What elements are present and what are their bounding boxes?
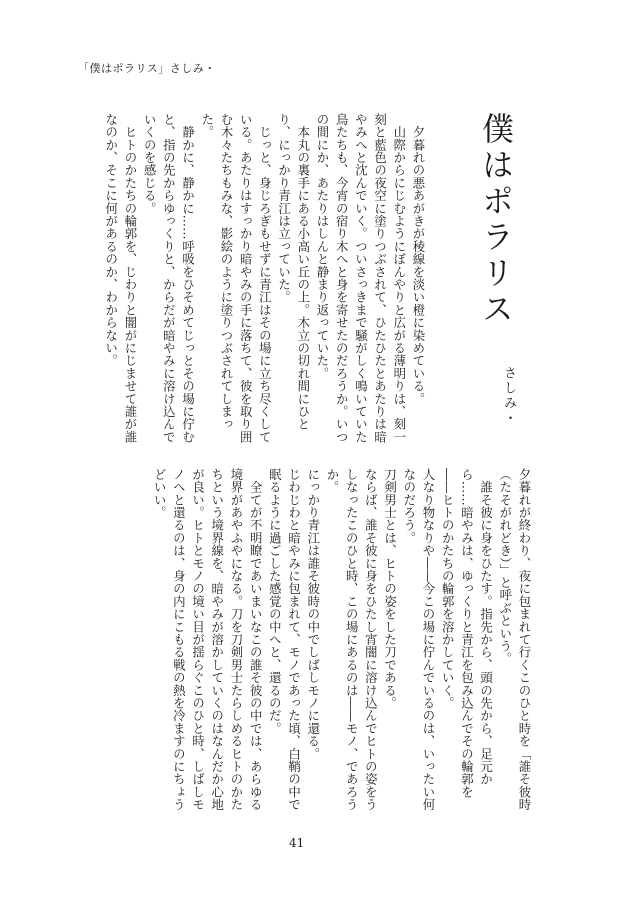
body-paragraph: 全てが不明瞭であいまいなこの誰そ彼の中では、あらゆる境界があやふやになる。刀を刀剣男士たらしめるヒトのかたちという境界線を、暗やみが溶かしていくのはなんだか心地が良い。ヒトとモノの境い目が揺らぐこのひと時、しばしモノへと還るのは、身の内にこもる戦の熱を冷ますのにちょうどいい。 [152,468,264,811]
body-paragraph: じわじわと暗やみに包まれて、モノであった頃、白鞘の中で眠るように過ごした感覚の中へと、還るのだ。 [267,468,302,811]
page-number: 41 [289,836,305,850]
body-paragraph: 夕暮れが終わり、夜に包まれて行くこのひと時を「誰そ彼時（たそがれどき）」と呼ぶという。 [497,468,532,811]
body-paragraph: 誰そ彼に身をひたす。指先から、頭の先から、足元から……暗やみは、ゆっくりと青江を包み込んでその輪郭を――ヒトのかたちの輪郭を溶かしていく。 [440,468,494,799]
body-paragraph: 本丸の裏手にある小高い丘の上。木立の切れ間にひとり、にっかり青江は立っていた。 [276,113,311,431]
body-paragraph: 山際からにじむようにぼんやりと広がる薄明りは、刻一刻と藍色の夜空に塗りつぶされて、ひたひたとあたりは暗やみへと沈んでいく。ついさっきまで騒がしく鳴いていた鳥たちも、今宵の宿り木へと身を寄せたのだろうか。いつの間にか、あたりはしんと静まり返っていた。 [314,113,407,444]
body-paragraph: ならば、誰そ彼に身をひたし宵闇に溶け込んでヒトの姿をうしなったこのひと時、この場にあるのは――モノ、であろうか。 [324,468,379,811]
lower-text-block [84,468,534,812]
body-paragraph: 刀剣男士とは、ヒトの姿をした刀である。 [382,468,398,710]
upper-text-block [88,113,428,453]
story-title: 僕はポラリス [477,112,515,328]
body-paragraph: じっと、身じろぎもせずに青江はその場に立ち尽くしている。あたりはすっかり暗やみの手に落ちて、彼を取り囲む木々たちもみな、影絵のように塗りつぶされてしまった。 [199,113,273,444]
body-paragraph: 夕暮れの悪あがきが稜線を淡い橙に染めている。 [411,113,426,406]
story-author: さしみ・ [501,366,516,426]
body-paragraph: 静かに、静かに……呼吸をひそめてじっとその場に佇むと、指の先からゆっくりと、からだが暗やみに溶け込んでいくのを感じる。 [142,113,196,444]
body-paragraph: 人なり物なりや――今この場に佇んでいるのは、いったい何なのだろう。 [401,468,436,811]
running-header: 「僕はポラリス」さしみ・ [78,62,216,75]
body-paragraph: にっかり青江は誰そ彼時の中でしばしモノに還る。 [305,468,321,761]
body-paragraph: ヒトのかたちの輪郭を、じわりと闇がにじませて誰が誰なのか、そこに何があるのか、わからない。 [103,113,138,444]
